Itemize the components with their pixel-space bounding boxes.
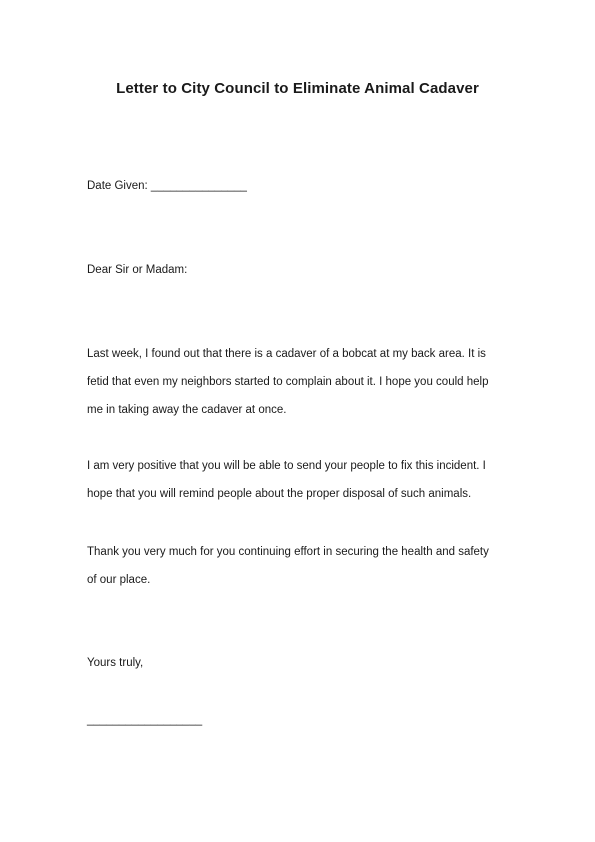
paragraph-1-line: Last week, I found out that there is a cadaver of a bobcat at my back area. It is [87, 348, 486, 360]
paragraph-3-line: of our place. [87, 574, 151, 586]
date-line: Date Given: _______________ [87, 180, 247, 192]
paragraph-1-line: fetid that even my neighbors started to complain about it. I hope you could help [87, 376, 489, 388]
paragraph-1-line: me in taking away the cadaver at once. [87, 404, 287, 416]
letter-title: Letter to City Council to Eliminate Animal Cadaver [116, 80, 479, 97]
signature-line: __________________ [87, 714, 203, 726]
paragraph-3-line: Thank you very much for you continuing effort in securing the health and safety [87, 546, 489, 558]
salutation: Dear Sir or Madam: [87, 264, 188, 276]
closing: Yours truly, [87, 657, 144, 669]
paragraph-2 [87, 458, 507, 514]
paragraph-2-line: I am very positive that you will be able to send your people to fix this incident. I [87, 460, 486, 472]
paragraph-1 [87, 346, 507, 430]
paragraph-3 [87, 544, 507, 600]
paragraph-2-line: hope that you will remind people about the proper disposal of such animals. [87, 488, 472, 500]
